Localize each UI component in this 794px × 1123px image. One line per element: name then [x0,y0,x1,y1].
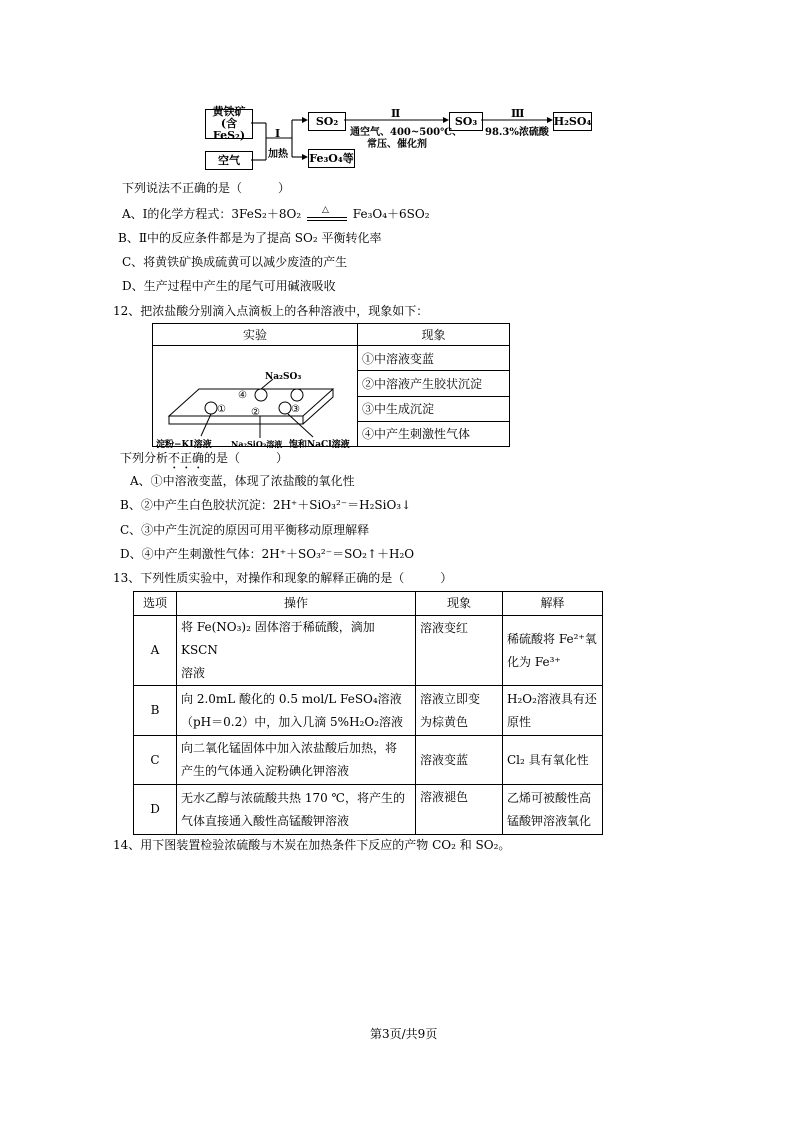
q12-option-a: A、①中溶液变蓝，体现了浓盐酸的氧化性 [130,474,355,488]
header-phenomenon: 现象 [416,592,503,616]
q11-prompt: 下列说法不正确的是（ ） [122,181,291,195]
ore-formula: (含FeS₂) [212,117,246,142]
q11-option-d: D、生产过程中产生的尾气可用碱液吸收 [122,279,336,293]
stage3-condition: 98.3%浓硫酸 [485,127,549,138]
stage2-condition-1: 通空气、400~500℃、 [350,127,463,138]
q12-header-phenomenon: 现象 [358,324,510,346]
phenomenon-1: ①中溶液变蓝 [358,346,510,371]
phenomenon-2: ②中溶液产生胶状沉淀 [358,371,510,396]
heating-sign [305,204,349,222]
air-box: 空气 [205,151,253,170]
spot-plate-diagram-cell [153,346,358,450]
table-row: C 向二氧化锰固体中加入浓盐酸后加热，将 产生的气体通入淀粉碘化钾溶液 溶液变蓝 Cl₂ 具有氧化性 [134,736,603,785]
flow-arrows [0,0,794,200]
q12-option-c: C、③中产生沉淀的原因可用平衡移动原理解释 [120,523,370,537]
q12-option-d: D、④中产生刺激性气体：2H⁺＋SO₃²⁻＝SO₂↑＋H₂O [120,547,415,561]
q12-table [152,323,510,450]
nacl-label: 饱和NaCl溶液 [289,440,350,450]
header-explanation: 解释 [503,592,603,616]
header-operation: 操作 [177,592,416,616]
q12-prompt: 下列分析不正确的是（ ） [120,451,289,465]
stage1-label: Ⅰ [275,127,281,140]
well-2-label: ② [251,407,260,418]
triangle-icon: △ [321,204,329,215]
header-option: 选项 [134,592,177,616]
stage1-condition: 加热 [268,149,288,160]
fe3o4-box: Fe₃O₄等 [308,149,355,168]
well-4-label: ④ [238,390,247,401]
na2sio3-label: Na₂SiO₃溶液 [231,439,283,449]
q12-header-experiment: 实验 [153,324,358,346]
q11-option-a: A、Ⅰ的化学方程式：3FeS₂＋8O₂ △ Fe₃O₄＋6SO₂ [122,204,430,221]
spot-plate-drawing [153,346,357,446]
h2so4-box: H₂SO₄ [553,112,592,131]
q13-stem: 13、下列性质实验中，对操作和现象的解释正确的是（ ） [113,571,453,585]
page-number: 第3页/共9页 [370,1027,438,1041]
so2-box: SO₂ [308,112,346,131]
phenomenon-3: ③中生成沉淀 [358,396,510,421]
stage3-label: Ⅲ [511,107,525,120]
ki-starch-label: 淀粉−KI溶液 [156,440,212,450]
na2so3-label: Na₂SO₃ [265,372,302,382]
q11-option-b: B、Ⅱ中的反应条件都是为了提高 SO₂ 平衡转化率 [118,231,382,245]
q13-table [133,591,603,835]
q11-option-c: C、将黄铁矿换成硫黄可以减少废渣的产生 [122,255,348,269]
so3-box: SO₃ [449,112,483,131]
table-row: D 无水乙醇与浓硫酸共热 170 ℃，将产生的 气体直接通入酸性高锰酸钾溶液 溶液褪色 乙烯可被酸性高 锰酸钾溶液氧化 [134,785,603,835]
q14-stem: 14、用下图装置检验浓硫酸与木炭在加热条件下反应的产物 CO₂ 和 SO₂。 [113,838,511,852]
stage2-label: Ⅱ [391,107,401,120]
stage2-condition-2: 常压、催化剂 [367,139,427,150]
emphasis-not-correct: 不正确 [168,451,205,465]
well-1-label: ① [217,404,226,415]
table-row: B 向 2.0mL 酸化的 0.5 mol/L FeSO₄溶液 （pH＝0.2）中，加入几滴 5%H₂O₂溶液 溶液立即变 为棕黄色 H₂O₂溶液具有还 原性 [134,686,603,736]
table-row: A 将 Fe(NO₃)₂ 固体溶于稀硫酸，滴加 KSCN 溶液 溶液变红 稀硫酸将 Fe²⁺氧 化为 Fe³⁺ [134,616,603,686]
ore-label: 黄铁矿 [212,105,246,118]
q12-option-b: B、②中产生白色胶状沉淀：2H⁺＋SiO₃²⁻＝H₂SiO₃↓ [120,498,412,512]
q12-stem: 12、把浓盐酸分别滴入点滴板上的各种溶液中，现象如下： [113,304,429,318]
phenomenon-4: ④中产生刺激性气体 [358,421,510,446]
well-3-label: ③ [291,404,300,415]
